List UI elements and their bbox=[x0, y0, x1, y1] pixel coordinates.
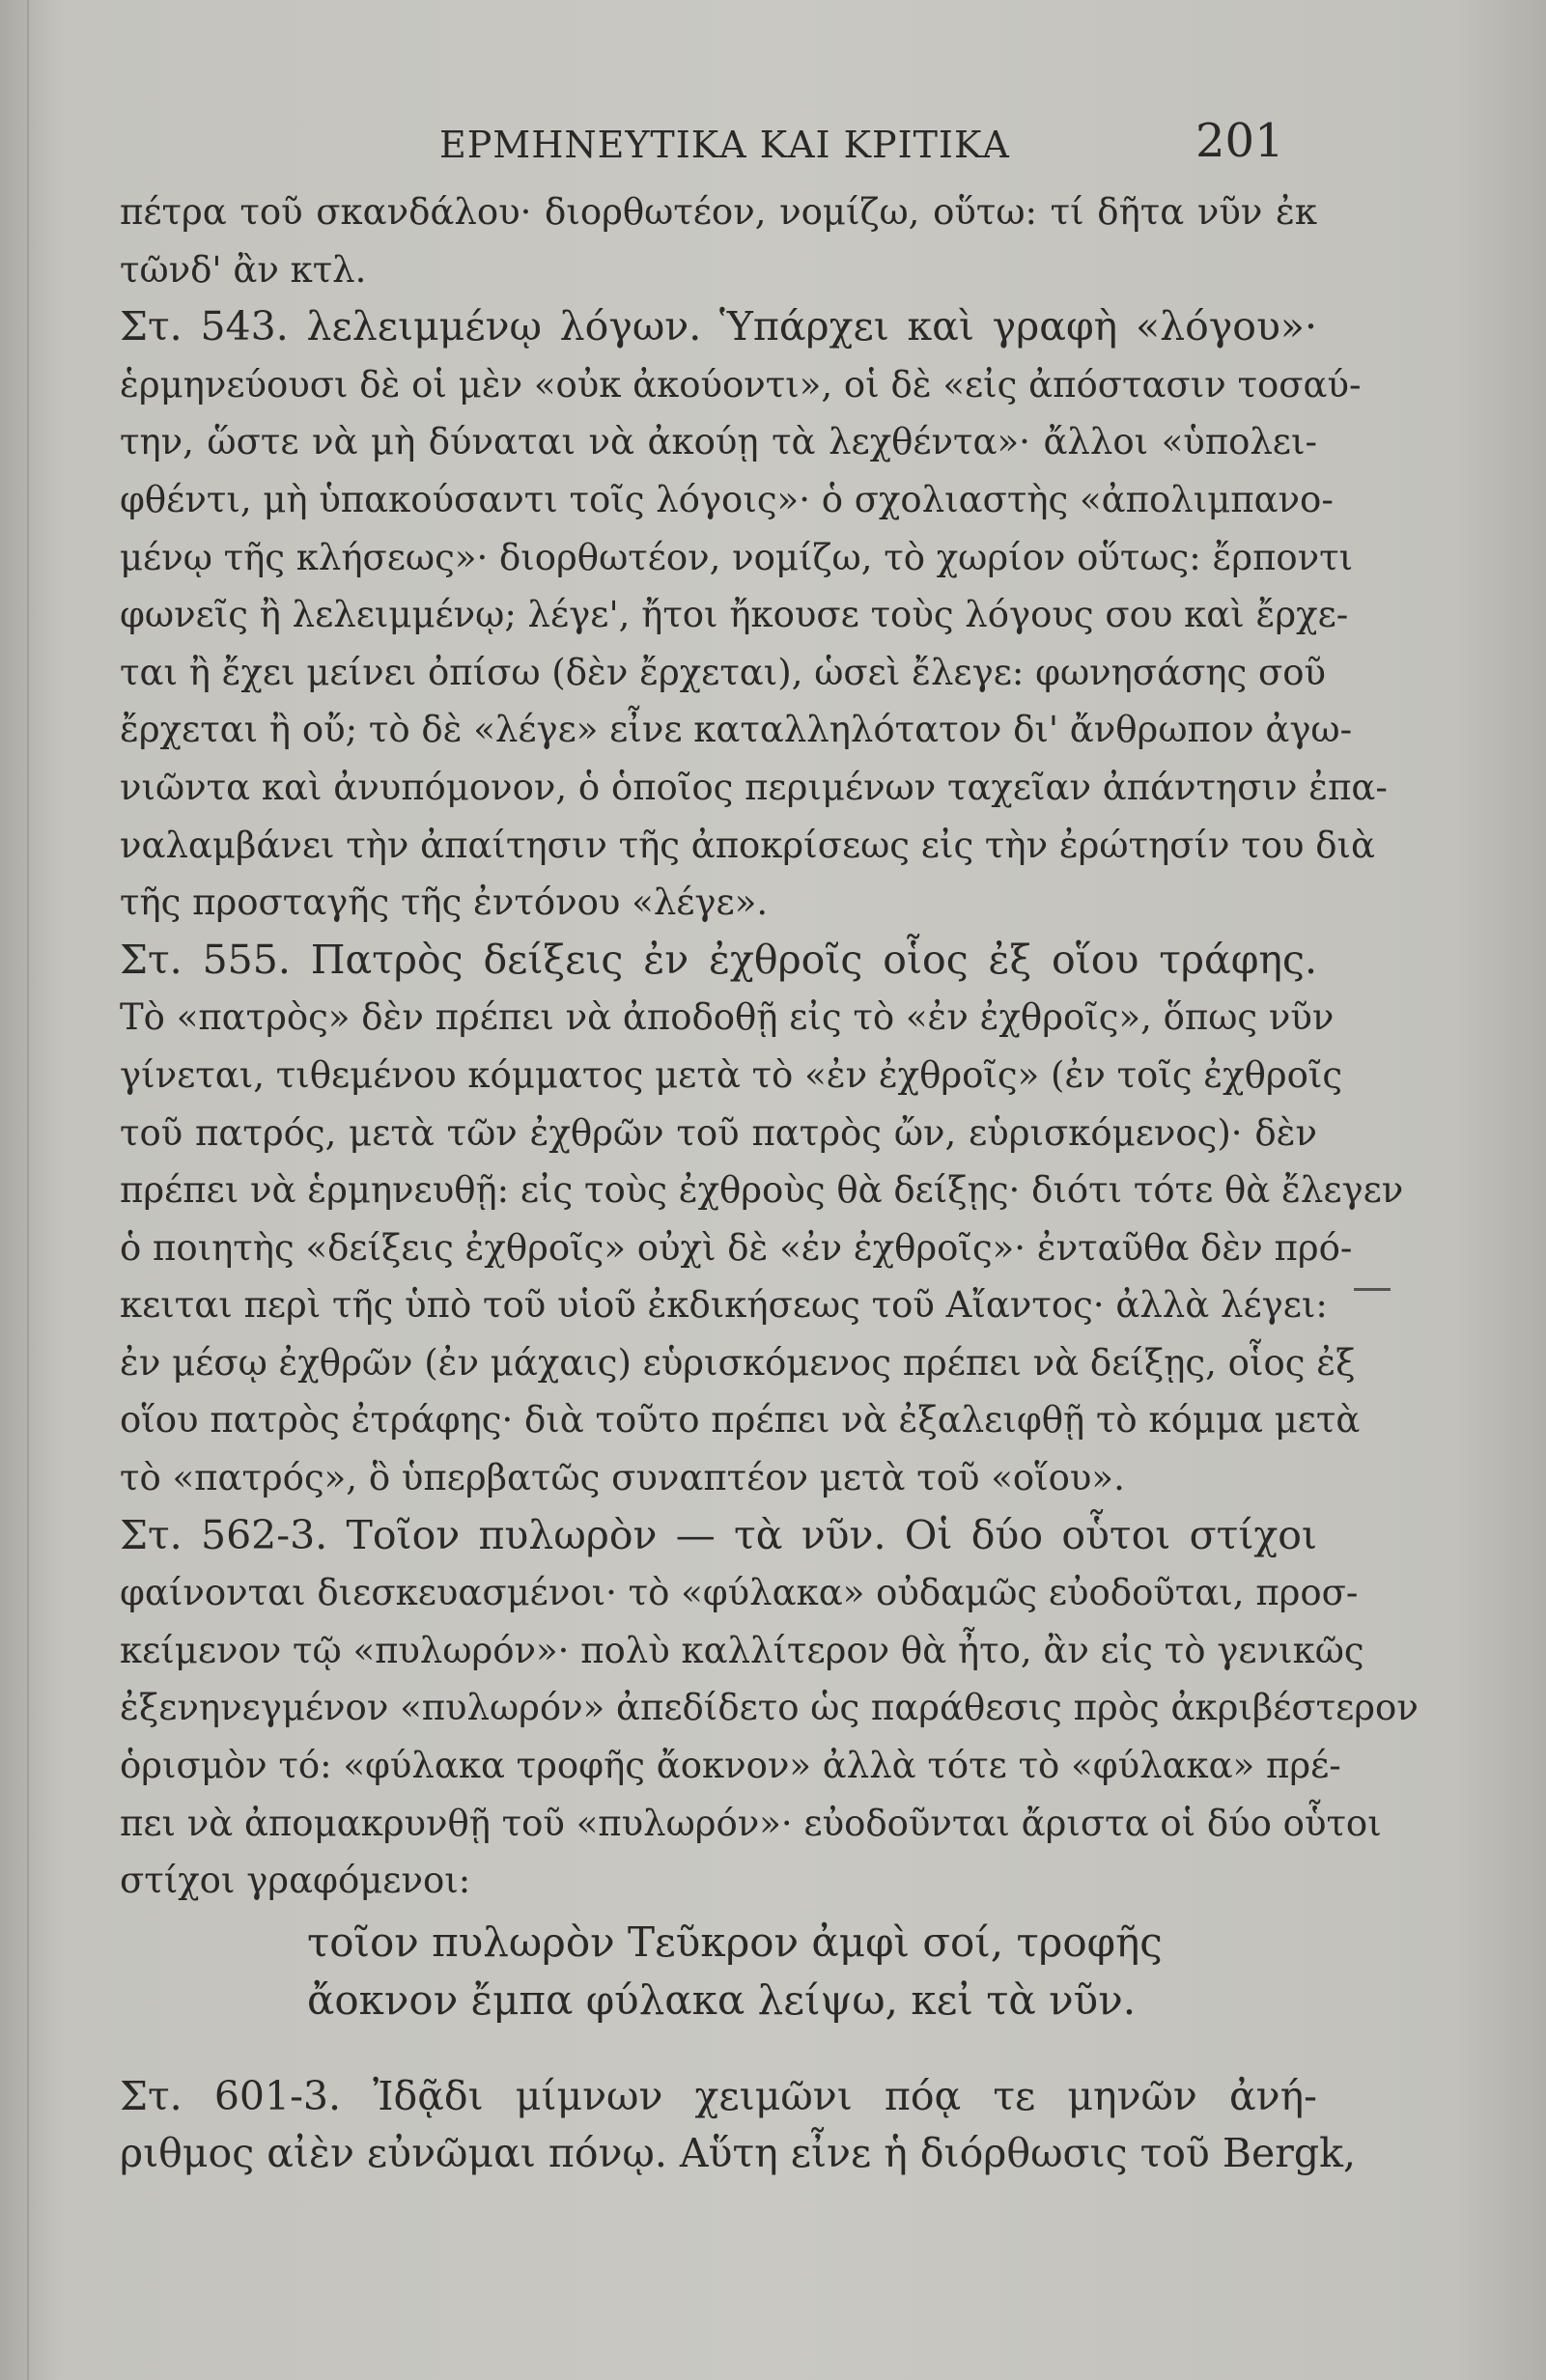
text-line: Στ. 543. λελειμμένῳ λόγων. Ὑπάρχει καὶ γραφὴ «λόγου»· bbox=[120, 303, 1317, 350]
text-line: πέτρα τοῦ σκανδάλου· διορθωτέον, νομίζω, οὕτω: τί δῆτα νῦν ἐκ bbox=[120, 191, 1317, 233]
text-line: ἐξενηνεγμένον «πυλωρόν» ἀπεδίδετο ὡς παράθεσις πρὸς ἀκριβέστερον bbox=[120, 1687, 1419, 1729]
verse-line: τοῖον πυλωρὸν Τεῦκρον ἀμφὶ σοί, τροφῆς bbox=[307, 1918, 1163, 1966]
text-line: φθέντι, μὴ ὑπακούσαντι τοῖς λόγοις»· ὁ σχολιαστὴς «ἀπολιμπανο- bbox=[120, 478, 1334, 520]
text-line: ἔρχεται ἢ οὔ; τὸ δὲ «λέγε» εἶνε καταλληλότατον δι' ἄνθρωπον ἀγω- bbox=[120, 709, 1353, 751]
verse-line: ἄοκνον ἔμπα φύλακα λείψω, κεἰ τὰ νῦν. bbox=[307, 1975, 1137, 2024]
text-line: ριθμος αἰὲν εὐνῶμαι πόνῳ. Αὕτη εἶνε ἡ διόρθωσις τοῦ Bergk, bbox=[120, 2130, 1357, 2177]
text-line: Στ. 601-3. Ἰδᾷδι μίμνων χειμῶνι πόᾳ τε μηνῶν ἀνή- bbox=[120, 2072, 1317, 2119]
text-line: μένῳ τῆς κλήσεως»· διορθωτέον, νομίζω, τὸ χωρίον οὕτως: ἔρποντι bbox=[120, 536, 1354, 578]
running-title: ΕΡΜΗΝΕΥΤΙΚΑ ΚΑΙ ΚΡΙΤΙΚΑ bbox=[439, 124, 1010, 166]
text-line: τοῦ πατρός, μετὰ τῶν ἐχθρῶν τοῦ πατρὸς ὤν, εὑρισκόμενος)· δὲν bbox=[120, 1111, 1317, 1154]
page-edge-shadow bbox=[27, 0, 29, 2380]
text-line: Στ. 562-3. Τοῖον πυλωρὸν — τὰ νῦν. Οἱ δύο οὗτοι στίχοι bbox=[120, 1511, 1317, 1558]
text-line: ναλαμβάνει τὴν ἀπαίτησιν τῆς ἀποκρίσεως εἰς τὴν ἐρώτησίν του διὰ bbox=[120, 824, 1376, 866]
margin-dash-mark bbox=[1354, 1288, 1391, 1291]
text-line: ὁρισμὸν τό: «φύλακα τροφῆς ἄοκνον» ἀλλὰ τότε τὸ «φύλακα» πρέ- bbox=[120, 1745, 1341, 1787]
text-line: νιῶντα καὶ ἀνυπόμονον, ὁ ὁποῖος περιμένων ταχεῖαν ἀπάντησιν ἐπα- bbox=[120, 766, 1388, 808]
text-line: τὸ «πατρός», ὃ ὑπερβατῶς συναπτέον μετὰ τοῦ «οἵου». bbox=[120, 1457, 1125, 1499]
verse-quotation bbox=[120, 1914, 1317, 2030]
text-line: Στ. 555. Πατρὸς δείξεις ἐν ἐχθροῖς οἷος ἐξ οἵου τράφης. bbox=[120, 936, 1317, 983]
text-line: ται ἢ ἔχει μείνει ὀπίσω (δὲν ἔρχεται), ὡσεὶ ἔλεγε: φωνησάσης σοῦ bbox=[120, 651, 1327, 693]
text-line: φωνεῖς ἢ λελειμμένῳ; λέγε', ἤτοι ἤκουσε τοὺς λόγους σου καὶ ἔρχε- bbox=[120, 594, 1349, 636]
text-line: τῶνδ' ἂν κτλ. bbox=[120, 248, 367, 291]
text-line: ἑρμηνεύουσι δὲ οἱ μὲν «οὐκ ἀκούοντι», οἱ δὲ «εἰς ἀπόστασιν τοσαύ- bbox=[120, 363, 1362, 406]
text-line: οἵου πατρὸς ἐτράφης· διὰ τοῦτο πρέπει νὰ ἐξαλειφθῇ τὸ κόμμα μετὰ bbox=[120, 1399, 1361, 1442]
text-line: γίνεται, τιθεμένου κόμματος μετὰ τὸ «ἐν ἐχθροῖς» (ἐν τοῖς ἐχθροῖς bbox=[120, 1053, 1343, 1096]
body-text bbox=[120, 183, 1419, 2183]
text-line: κείμενον τῷ «πυλωρόν»· πολὺ καλλίτερον θὰ ἦτο, ἂν εἰς τὸ γενικῶς bbox=[120, 1629, 1364, 1671]
text-line: στίχοι γραφόμενοι: bbox=[120, 1860, 471, 1902]
text-line: κειται περὶ τῆς ὑπὸ τοῦ υἱοῦ ἐκδικήσεως τοῦ Αἴαντος· ἀλλὰ λέγει: bbox=[120, 1284, 1328, 1327]
page-header bbox=[0, 114, 1546, 182]
text-line: ἐν μέσῳ ἐχθρῶν (ἐν μάχαις) εὑρισκόμενος πρέπει νὰ δείξῃς, οἷος ἐξ bbox=[120, 1341, 1356, 1384]
spacer bbox=[120, 2030, 1317, 2068]
page-number: 201 bbox=[1195, 114, 1284, 168]
text-line: την, ὥστε νὰ μὴ δύναται νὰ ἀκούῃ τὰ λεχθέντα»· ἄλλοι «ὑπολει- bbox=[120, 421, 1317, 463]
text-line: φαίνονται διεσκευασμένοι· τὸ «φύλακα» οὐδαμῶς εὐοδοῦται, προσ- bbox=[120, 1572, 1359, 1614]
text-line: τῆς προσταγῆς τῆς ἐντόνου «λέγε». bbox=[120, 882, 769, 924]
text-line: ὁ ποιητὴς «δείξεις ἐχθροῖς» οὐχὶ δὲ «ἐν ἐχθροῖς»· ἐνταῦθα δὲν πρό- bbox=[120, 1226, 1353, 1269]
text-line: πρέπει νὰ ἑρμηνευθῇ: εἰς τοὺς ἐχθροὺς θὰ δείξῃς· διότι τότε θὰ ἔλεγεν bbox=[120, 1169, 1404, 1212]
text-line: πει νὰ ἀπομακρυνθῇ τοῦ «πυλωρόν»· εὐοδοῦνται ἄριστα οἱ δύο οὗτοι bbox=[120, 1802, 1382, 1844]
text-line: Τὸ «πατρὸς» δὲν πρέπει νὰ ἀποδοθῇ εἰς τὸ «ἐν ἐχθροῖς», ὅπως νῦν bbox=[120, 996, 1335, 1039]
